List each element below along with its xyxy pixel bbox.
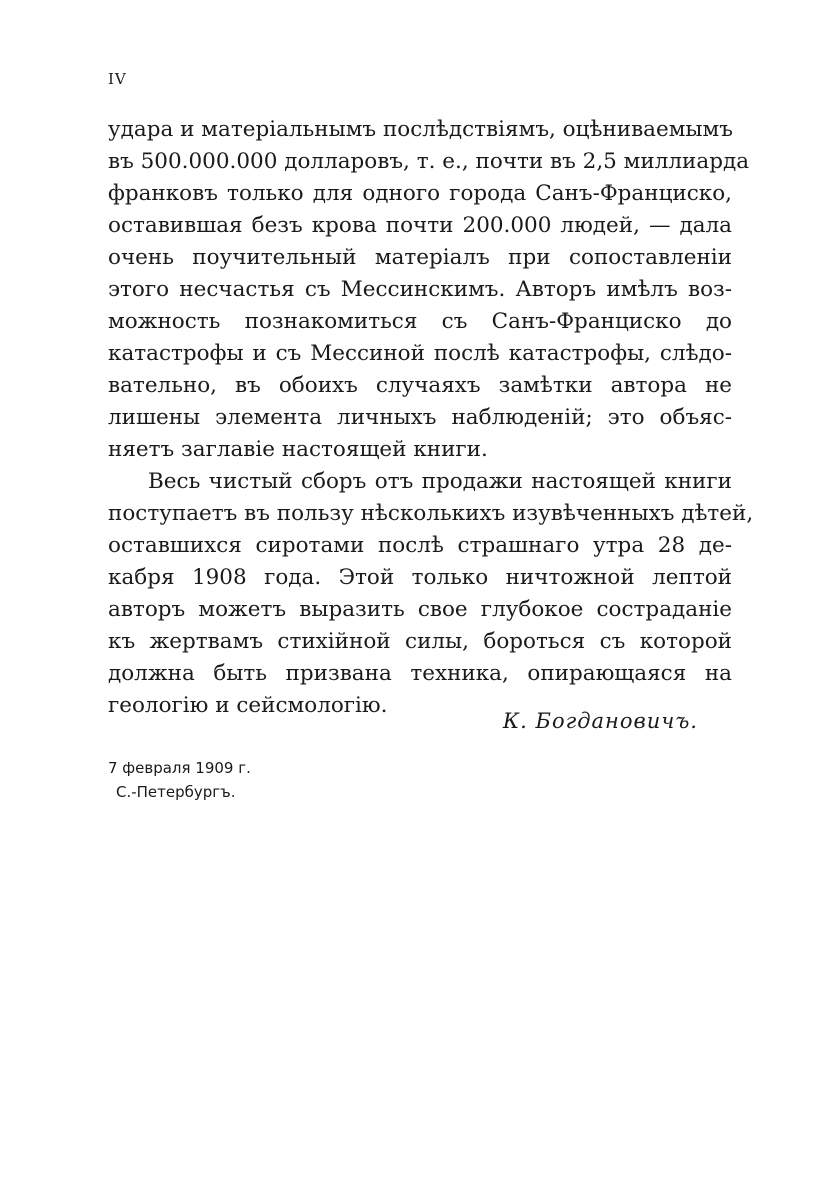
paragraph-1-line: лишены элемента личныхъ наблюденій; это объяс- (108, 405, 732, 430)
dateline (108, 756, 251, 804)
paragraph-2-line: оставшихся сиротами послѣ страшнаго утра 28 де- (108, 533, 732, 558)
paragraph-1-line: очень поучительный матеріалъ при сопоставленіи (108, 245, 732, 270)
paragraph-1-line: катастрофы и съ Мессиной послѣ катастрофы, слѣдо- (108, 341, 732, 366)
paragraph-2-line: должна быть призвана техника, опирающаяся на (108, 661, 732, 686)
paragraph-2-line: авторъ можетъ выразить свое глубокое состраданіе (108, 597, 732, 622)
paragraph-2-line: геологію и сейсмологію. (108, 693, 388, 718)
paragraph-1-line: этого несчастья съ Мессинскимъ. Авторъ имѣлъ воз- (108, 277, 732, 302)
body-text (108, 114, 754, 722)
paragraph-1-line: можность познакомиться съ Санъ-Франциско до (108, 309, 732, 334)
paragraph-2-line: поступаетъ въ пользу нѣсколькихъ изувѣченныхъ дѣтей, (108, 501, 754, 526)
paragraph-2-line: кабря 1908 года. Этой только ничтожной лептой (108, 565, 732, 590)
author-signature: К. Богдановичъ. (502, 709, 698, 733)
paragraph-1-line: оставившая безъ крова почти 200.000 людей, — дала (108, 213, 732, 238)
paragraph-1-line: франковъ только для одного города Санъ-Франциско, (108, 181, 732, 206)
page-number: IV (108, 70, 127, 88)
paragraph-2-line: къ жертвамъ стихійной силы, бороться съ которой (108, 629, 732, 654)
paragraph-1-line: удара и матеріальнымъ послѣдствіямъ, оцѣниваемымъ (108, 117, 733, 142)
paragraph-1-line: вательно, въ обоихъ случаяхъ замѣтки автора не (108, 373, 732, 398)
paragraph-1-line: въ 500.000.000 долларовъ, т. е., почти въ 2,5 миллиарда (108, 149, 750, 174)
place-text: С.-Петербургъ. (116, 783, 236, 801)
paragraph-1-line: няетъ заглавіе настоящей книги. (108, 437, 488, 462)
date-text: 7 февраля 1909 г. (108, 759, 251, 777)
paragraph-2-line: Весь чистый сборъ отъ продажи настоящей книги (148, 469, 732, 494)
